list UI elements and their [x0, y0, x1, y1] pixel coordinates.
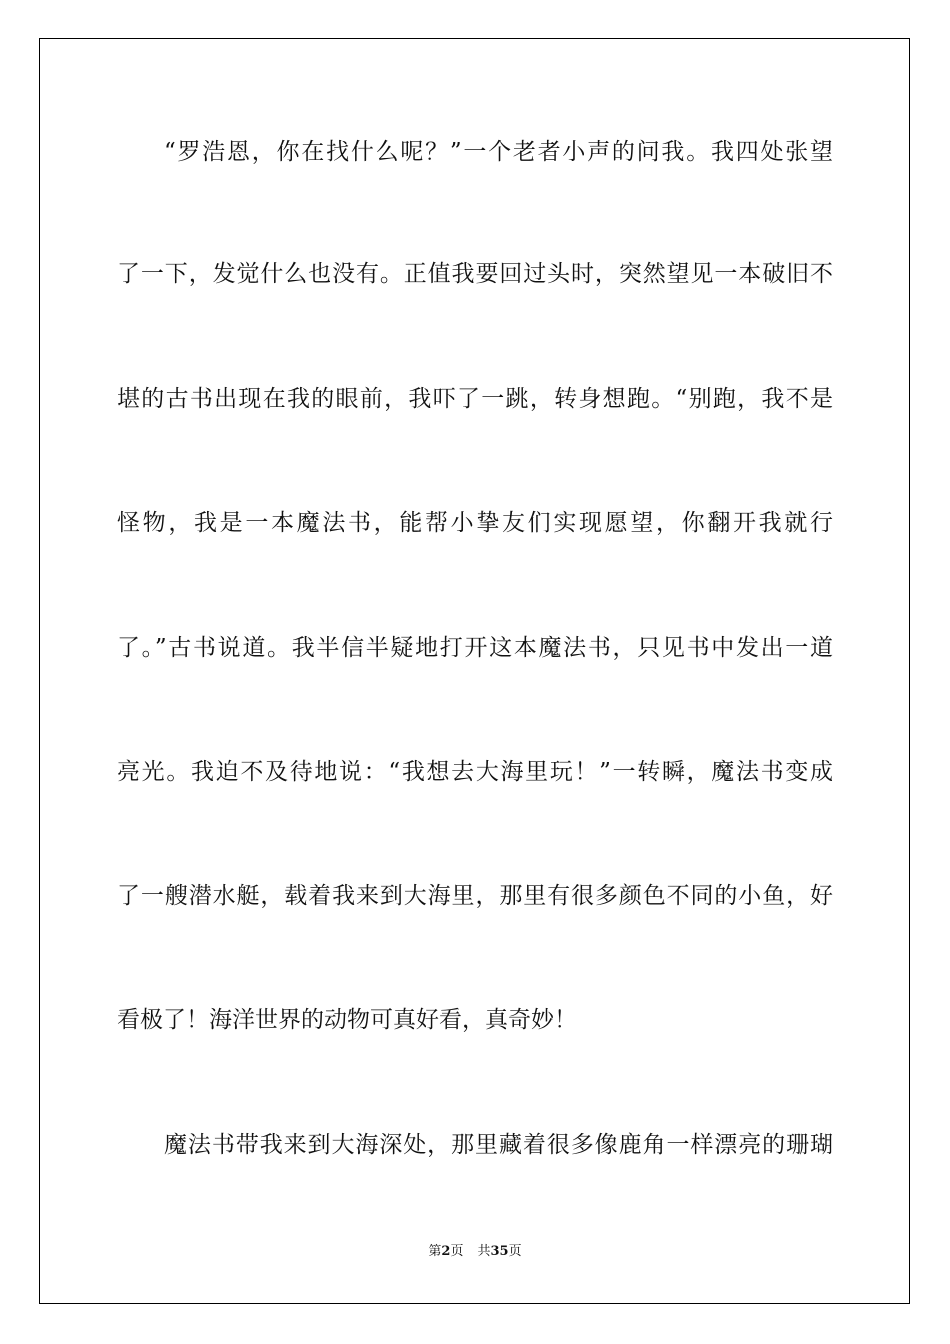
text-line-3: 堪的古书出现在我的眼前，我吓了一跳，转身想跑。“别跑，我不是	[117, 386, 833, 412]
footer-total-prefix: 共	[477, 1244, 491, 1259]
footer-page-total: 35	[490, 1244, 509, 1259]
footer-total-suffix: 页	[508, 1244, 522, 1259]
footer-page-suffix: 页	[450, 1244, 464, 1259]
text-line-2: 了一下，发觉什么也没有。正值我要回过头时，突然望见一本破旧不	[117, 261, 833, 287]
text-line-8: 看极了！海洋世界的动物可真好看，真奇妙！	[117, 1007, 577, 1033]
text-line-7: 了一艘潜水艇，载着我来到大海里，那里有很多颜色不同的小鱼，好	[117, 883, 833, 909]
text-line-4: 怪物，我是一本魔法书，能帮小挚友们实现愿望，你翻开我就行	[117, 510, 833, 536]
text-line-1: “罗浩恩，你在找什么呢？”一个老者小声的问我。我四处张望	[164, 139, 833, 165]
page-footer	[0, 1242, 950, 1262]
text-line-5: 了。”古书说道。我半信半疑地打开这本魔法书，只见书中发出一道	[117, 635, 833, 661]
text-line-6: 亮光。我迫不及待地说：“我想去大海里玩！”一转瞬，魔法书变成	[117, 759, 833, 785]
text-line-9: 魔法书带我来到大海深处，那里藏着很多像鹿角一样漂亮的珊瑚	[164, 1132, 833, 1158]
page-border	[39, 38, 910, 1304]
footer-page-current: 2	[441, 1244, 451, 1259]
footer-page-prefix: 第	[428, 1244, 442, 1259]
